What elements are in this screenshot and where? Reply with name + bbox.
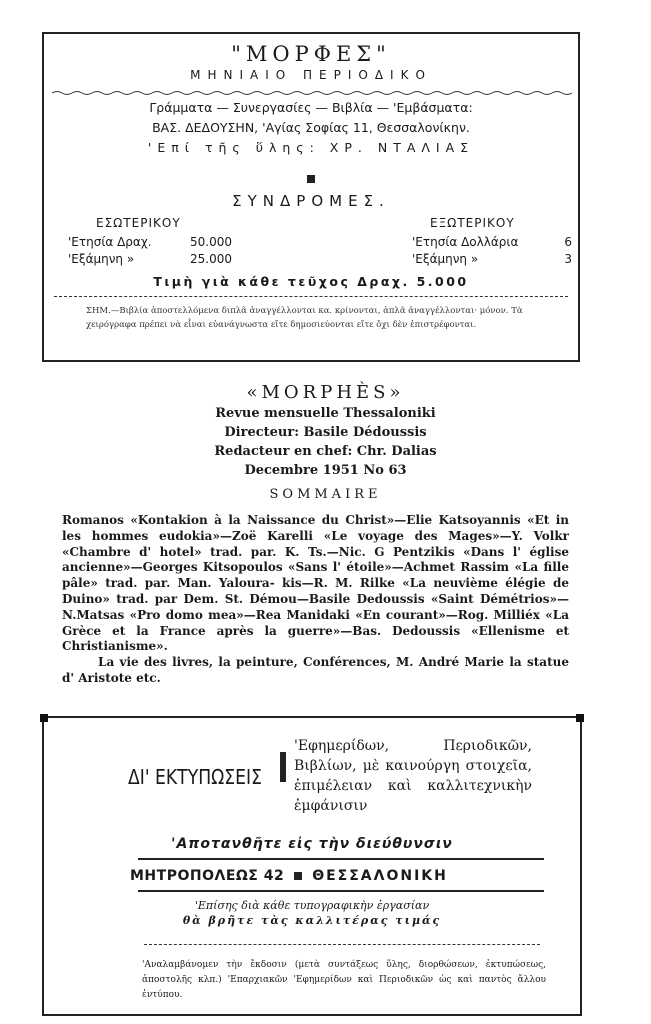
corner-mark: [40, 714, 48, 722]
pricing-line-2: θὰ βρῆτε τὰς καλλιτέρας τιμάς: [182, 914, 442, 927]
magazine-subtitle: ΜΗΝΙΑΙΟ ΠΕΡΙΟΔΙΚΟ: [190, 68, 432, 82]
contents-text: Romanos «Kontakion à la Naissance du Christ»—Elie Katsoyannis «Et in les hommes eudokia»—Zoë Karelli «Le voyage des Mages»—Y. Volkr «Chambre d' hotel» trad. par. K. Ts.—Nic. G Pentzikis «Dans l' église ancienne»—Georges Kitsopoulos «Sans l' étoile»—Achmet Rassim «La fille pâle» trad. par. Man. Yaloura- kis—R. M. Rilke «La neuvième élégie de Duino» trad. par Dem. St. Démou—Basile Dedoussis «Saint Démétrios»—N.Matsas «Pro domo mea»—Rea Manidaki «En courant»—Rog. Milliéx «La Grèce et la France après la guerre»—Bas. Dedoussis «Ellenisme et Christianisme».: [62, 513, 569, 654]
address-rule-top: [138, 858, 544, 860]
pricing-note: [44, 898, 580, 928]
square-ornament: [44, 168, 578, 187]
masthead-box: [42, 32, 580, 362]
foreign-annual-label: 'Ετησία Δολλάρια: [412, 235, 519, 249]
french-title: «MORPHÈS»: [246, 382, 405, 403]
contact-line-2: ΒΑΣ. ΔΕΔΟΥΣΗΝ, 'Αγίας Σοφίας 11, Θεσσαλονίκην.: [152, 120, 470, 135]
foreign-heading: ΕΞΩΤΕΡΙΚΟΥ: [430, 216, 515, 230]
foreign-half-value: 3: [564, 252, 572, 266]
dashed-divider: [144, 944, 540, 945]
dashed-divider: [54, 296, 568, 297]
address-city: ΘΕΣΣΑΛΟΝΙΚΗ: [312, 868, 448, 884]
domestic-subscriptions: [68, 216, 268, 268]
editor-line: 'Επί τῆς ὕλης: ΧΡ. ΝΤΑΛΙΑΣ: [147, 140, 475, 155]
issue-price: Τιμὴ γιὰ κάθε τεῦχος Δραχ. 5.000: [153, 274, 469, 289]
pricing-line-1: 'Επίσης διὰ κάθε τυπογραφικὴν ἐργασίαν: [194, 899, 430, 912]
publishing-note: 'Αναλαμβάνομεν τὴν ἔκδοσιν (μετὰ συντάξεως ὕλης, διορθώσεων, ἐκτυπώσεως, ἀποστολῆς κλπ.) 'Επαρχιακῶν 'Εφημερίδων καὶ Περιοδικῶν ὡς καὶ παντὸς ἄλλου ἐντύπου.: [142, 960, 546, 1000]
domestic-annual-label: 'Ετησία Δραχ.: [68, 235, 152, 249]
contents-extra: La vie des livres, la peinture, Conférences, M. André Marie la statue d' Aristote etc.: [62, 655, 569, 685]
subscriptions-heading: ΣΥΝΔΡΟΜΕΣ.: [232, 192, 390, 210]
vertical-rule: [280, 752, 286, 782]
domestic-annual-value: 50.000: [190, 235, 232, 249]
printing-address: [130, 868, 448, 884]
printing-advertisement: [42, 716, 582, 1016]
french-line-3: Redacteur en chef: Chr. Dalias: [214, 444, 437, 459]
domestic-half-value: 25.000: [190, 252, 232, 266]
contact-invitation: 'Αποτανθῆτε εἰς τὴν διεύθυνσιν: [171, 836, 453, 852]
french-line-1: Revue mensuelle Thessaloniki: [215, 406, 436, 421]
french-issue-date: Decembre 1951 No 63: [244, 463, 407, 478]
domestic-heading: ΕΣΩΤΕΡΙΚΟΥ: [96, 216, 181, 230]
printing-heading: ΔΙ' ΕΚΤΥΠΩΣΕΙΣ: [128, 765, 262, 789]
editorial-note: ΣΗΜ.—Βιβλία ἀποστελλόμενα διπλᾶ ἀναγγέλλονται κα. κρίνονται, ἁπλᾶ ἀναγγέλλονται· μόνον. Τὰ χειρόγραφα πρέπει νὰ εἶναι εὐανάγνωστα εἴτε δημοσιεύονται εἴτε ὄχι δὲν ἐπιστρέφονται.: [86, 306, 523, 330]
table-of-contents: [62, 513, 569, 687]
sommaire-heading: SOMMAIRE: [269, 487, 382, 502]
french-line-2: Directeur: Basile Dédoussis: [224, 425, 427, 440]
foreign-annual-value: 6: [564, 235, 572, 249]
square-ornament: [294, 872, 302, 880]
magazine-title: "ΜΟΡΦΕΣ": [231, 42, 391, 66]
corner-mark: [576, 714, 584, 722]
contact-line-1: Γράμματα — Συνεργασίες — Βιβλία — 'Εμβάσματα:: [149, 100, 473, 115]
foreign-half-label: 'Εξάμηνη »: [412, 252, 479, 266]
foreign-subscriptions: [412, 216, 572, 268]
wavy-divider: [52, 90, 572, 96]
printing-description: 'Εφημερίδων, Περιοδικῶν, Βιβλίων, μὲ καινούργη στοιχεῖα, ἐπιμέλειαν καὶ καλλιτεχνικὴν ἐμφάνισιν: [294, 738, 532, 814]
domestic-half-label: 'Εξάμηνη »: [68, 252, 135, 266]
address-street: ΜΗΤΡΟΠΟΛΕΩΣ 42: [130, 868, 285, 884]
address-rule-bottom: [138, 890, 544, 892]
